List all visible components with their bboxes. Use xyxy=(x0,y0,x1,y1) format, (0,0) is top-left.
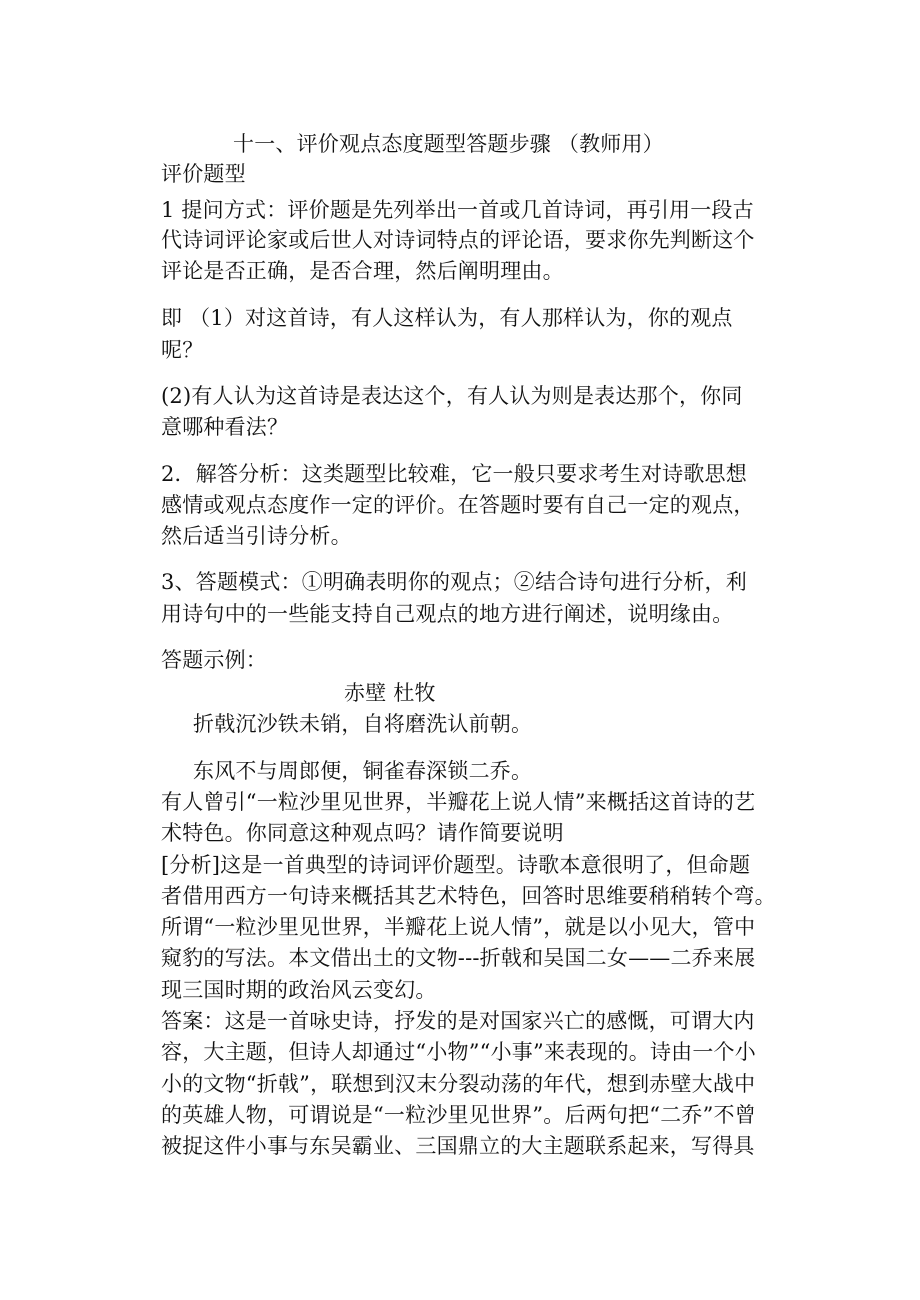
q3-line-2: 用诗句中的一些能支持自己观点的地方进行阐述，说明缘由。 xyxy=(161,602,734,626)
document-title: 十一、评价观点态度题型答题步骤 （教师用） xyxy=(233,132,664,156)
q3-line-1: 3、答题模式：①明确表明你的观点；②结合诗句进行分析，利 xyxy=(161,570,747,594)
poem-line-1: 折戟沉沙铁未销，自将磨洗认前朝。 xyxy=(193,712,533,736)
answer-line-4: 的英雄人物，可谓说是“一粒沙里见世界”。后两句把“二乔”不曾 xyxy=(161,1103,756,1127)
answer-line-3: 小的文物“折戟”，联想到汉末分裂动荡的年代，想到赤壁大战中 xyxy=(161,1072,756,1096)
answer-line-1: 答案：这是一首咏史诗，抒发的是对国家兴亡的感慨，可谓大内 xyxy=(161,1009,755,1033)
analysis-line-5: 现三国时期的政治风云变幻。 xyxy=(161,978,437,1002)
section-heading: 评价题型 xyxy=(161,162,246,186)
answer-line-5: 被捉这件小事与东吴霸业、三国鼎立的大主题联系起来，写得具 xyxy=(161,1134,755,1158)
poem-line-2: 东风不与周郎便，铜雀春深锁二乔。 xyxy=(193,759,533,783)
analysis-line-2: 者借用西方一句诗来概括其艺术特色，回答时思维要稍稍转个弯。 xyxy=(161,884,776,908)
q1-sub2-line-1: (2)有人认为这首诗是表达这个，有人认为则是表达那个，你同 xyxy=(161,384,743,408)
q2-line-3: 然后适当引诗分析。 xyxy=(161,524,352,548)
q1-line-1: 1 提问方式：评价题是先列举出一首或几首诗词，再引用一段古 xyxy=(161,198,754,222)
answer-line-2: 容，大主题，但诗人却通过“小物”“小事”来表现的。诗由一个小 xyxy=(161,1040,756,1064)
analysis-line-1: [分析]这是一首典型的诗词评价题型。诗歌本意很明了，但命题 xyxy=(161,853,751,877)
q2-line-1: 2．解答分析：这类题型比较难，它一般只要求考生对诗歌思想 xyxy=(161,462,747,486)
poem-title: 赤壁 杜牧 xyxy=(344,681,436,705)
q1-sub1-line-2: 呢？ xyxy=(161,338,204,362)
q2-line-2: 感情或观点态度作一定的评价。在答题时要有自己一定的观点， xyxy=(161,493,755,517)
q1-line-3: 评论是否正确，是否合理，然后阐明理由。 xyxy=(161,259,564,283)
example-heading: 答题示例： xyxy=(161,648,267,672)
analysis-line-4: 窥豹的写法。本文借出土的文物---折戟和吴国二女——二乔来展 xyxy=(161,946,756,970)
q1-sub1-line-1: 即 （1）对这首诗，有人这样认为，有人那样认为，你的观点 xyxy=(161,306,733,330)
analysis-line-3: 所谓“一粒沙里见世界，半瓣花上说人情”，就是以小见大，管中 xyxy=(161,915,756,939)
question-line-2: 术特色。你同意这种观点吗？请作简要说明 xyxy=(161,821,564,845)
q1-line-2: 代诗词评论家或后世人对诗词特点的评论语，要求你先判断这个 xyxy=(161,228,755,252)
question-line-1: 有人曾引“一粒沙里见世界，半瓣花上说人情”来概括这首诗的艺 xyxy=(161,790,756,814)
q1-sub2-line-2: 意哪种看法？ xyxy=(161,415,289,439)
